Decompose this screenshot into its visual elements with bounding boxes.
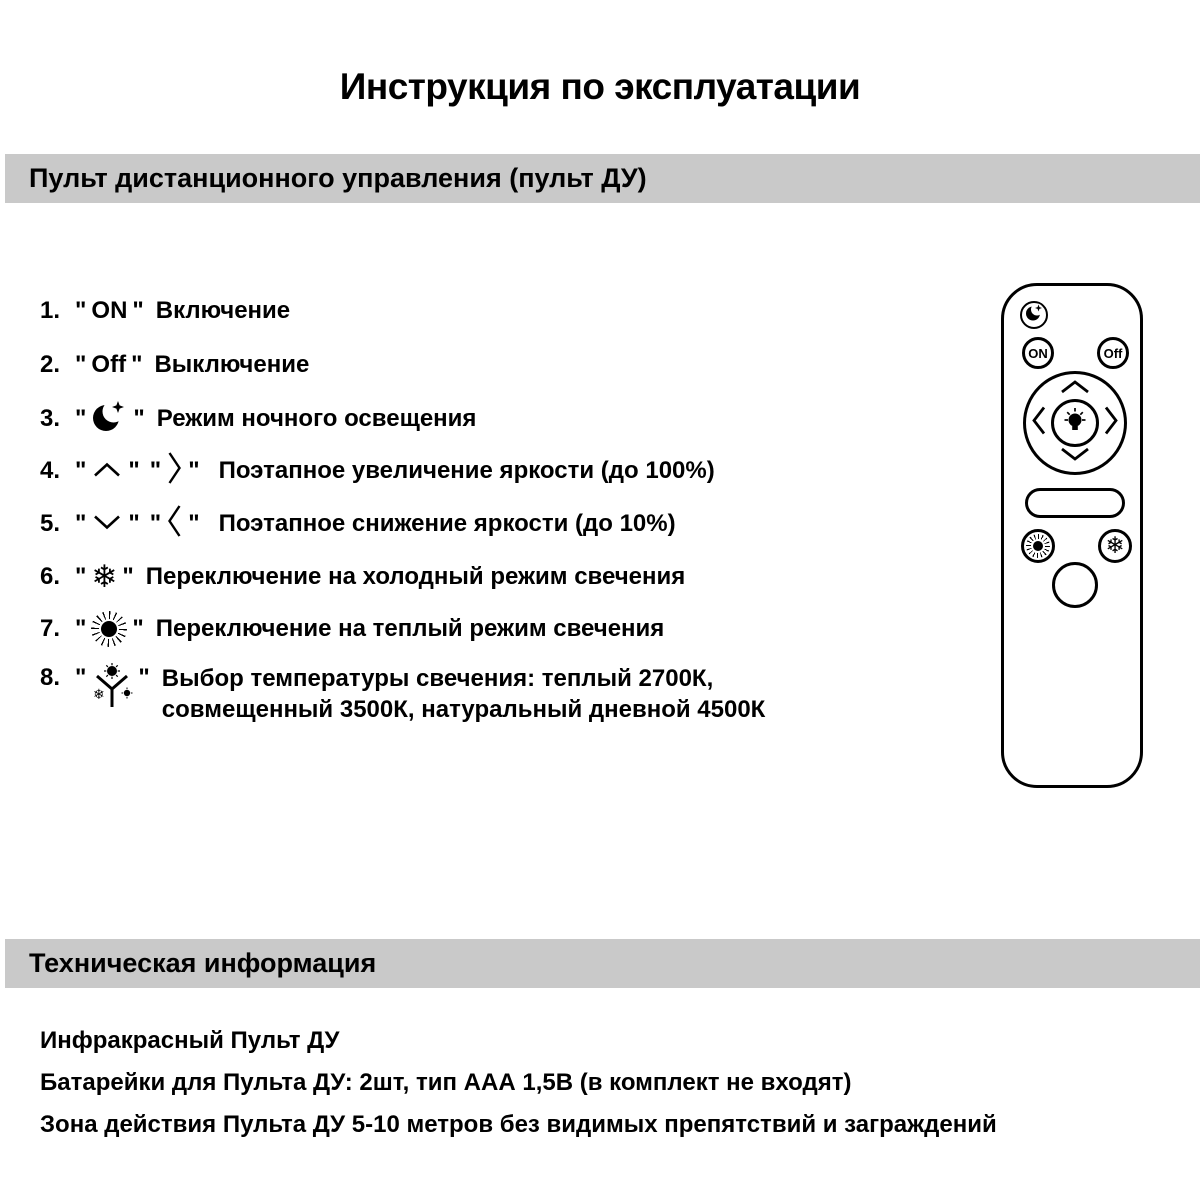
list-item-warm-mode xyxy=(40,611,664,647)
list-item-brightness-down xyxy=(40,506,676,542)
item-number: 7. xyxy=(40,615,61,642)
list-item-color-temperature xyxy=(40,663,765,725)
item-number: 3. xyxy=(40,405,61,432)
quote-mark: " xyxy=(188,457,200,484)
section-header-tech-label: Техническая информация xyxy=(29,948,377,978)
tech-info-line: Инфракрасный Пульт ДУ xyxy=(40,1027,340,1054)
brightness-center-button xyxy=(1051,399,1099,447)
quote-mark: " xyxy=(75,563,87,590)
pill-button xyxy=(1025,488,1125,518)
quote-mark: " xyxy=(132,297,144,324)
off-label: Off xyxy=(91,351,127,378)
remote-control-illustration xyxy=(1001,283,1143,788)
item-number: 4. xyxy=(40,457,61,484)
moon-icon xyxy=(1025,303,1044,327)
section-header-tech xyxy=(5,939,1200,988)
snowflake-icon: ❄ xyxy=(91,558,118,595)
tech-info-line: Зона действия Пульта ДУ 5-10 метров без видимых препятствий и заграждений xyxy=(40,1111,997,1138)
chevron-up-icon xyxy=(1058,379,1092,399)
quote-mark: " xyxy=(188,510,200,537)
item-text: Переключение на теплый режим свечения xyxy=(155,615,665,642)
quote-mark: " xyxy=(75,457,87,484)
section-header-remote-label: Пульт дистанционного управления (пульт ДУ) xyxy=(29,163,647,193)
quote-mark: " xyxy=(75,510,87,537)
quote-mark: " xyxy=(75,297,87,324)
item-number: 6. xyxy=(40,563,61,590)
item-text-continued: совмещенный 3500К, натуральный дневной 4500К xyxy=(161,696,766,723)
tech-info-line: Батарейки для Пульта ДУ: 2шт, тип ААА 1,5В (в комплект не входят) xyxy=(40,1069,852,1096)
quote-mark: " xyxy=(75,351,87,378)
item-text: Поэтапное увеличение яркости (до 100%) xyxy=(218,457,715,484)
on-button-label: ON xyxy=(1028,345,1048,361)
directional-pad xyxy=(1023,371,1127,475)
item-text: Режим ночного освещения xyxy=(156,405,477,432)
list-item-cold-mode xyxy=(40,559,685,595)
section-header-remote xyxy=(5,154,1200,203)
item-text: Поэтапное снижение яркости (до 10%) xyxy=(218,510,676,537)
quote-mark: " xyxy=(138,664,150,691)
chevron-up-icon xyxy=(91,457,123,485)
snowflake-icon: ❄ xyxy=(1105,532,1125,559)
quote-mark: " xyxy=(132,615,144,642)
quote-mark: " xyxy=(149,457,162,484)
color-temperature-icon xyxy=(91,663,133,716)
item-text: Выключение xyxy=(154,351,310,378)
item-number: 8. xyxy=(40,664,61,691)
quote-mark: " xyxy=(149,510,162,537)
item-number: 5. xyxy=(40,510,61,537)
list-item-night-mode xyxy=(40,401,476,437)
off-button xyxy=(1097,337,1129,369)
svg-text:❄: ❄ xyxy=(93,687,106,703)
chevron-left-icon xyxy=(1031,404,1046,443)
night-mode-button xyxy=(1020,301,1048,329)
list-item-brightness-up xyxy=(40,453,715,489)
chevron-left-icon xyxy=(166,502,183,547)
quote-mark: " xyxy=(75,405,87,432)
quote-mark: " xyxy=(133,405,145,432)
on-button xyxy=(1022,337,1054,369)
chevron-right-icon xyxy=(166,449,183,494)
off-button-label: Off xyxy=(1103,345,1123,361)
chevron-down-icon xyxy=(1058,447,1092,467)
on-label: ON xyxy=(91,297,128,324)
moon-icon xyxy=(91,398,128,441)
list-item-off xyxy=(40,347,309,383)
item-number: 2. xyxy=(40,351,61,378)
chevron-down-icon xyxy=(91,510,123,538)
item-number: 1. xyxy=(40,297,61,324)
quote-mark: " xyxy=(128,457,140,484)
quote-mark: " xyxy=(75,664,87,691)
page-title: Инструкция по эксплуатации xyxy=(339,66,861,107)
item-text: Выбор температуры свечения: теплый 2700К, xyxy=(161,665,714,692)
sun-icon xyxy=(1026,534,1050,558)
quote-mark: " xyxy=(128,510,140,537)
round-bottom-button xyxy=(1052,562,1098,608)
item-text: Переключение на холодный режим свечения xyxy=(145,563,686,590)
warm-mode-button xyxy=(1021,529,1055,563)
light-bulb-icon xyxy=(1062,407,1088,440)
item-text-block xyxy=(162,663,766,725)
item-text: Включение xyxy=(155,297,291,324)
list-item-on xyxy=(40,293,290,329)
cold-mode-button xyxy=(1098,529,1132,563)
chevron-right-icon xyxy=(1104,404,1119,443)
quote-mark: " xyxy=(122,563,134,590)
quote-mark: " xyxy=(131,351,143,378)
sun-icon xyxy=(91,611,127,647)
quote-mark: " xyxy=(75,615,87,642)
